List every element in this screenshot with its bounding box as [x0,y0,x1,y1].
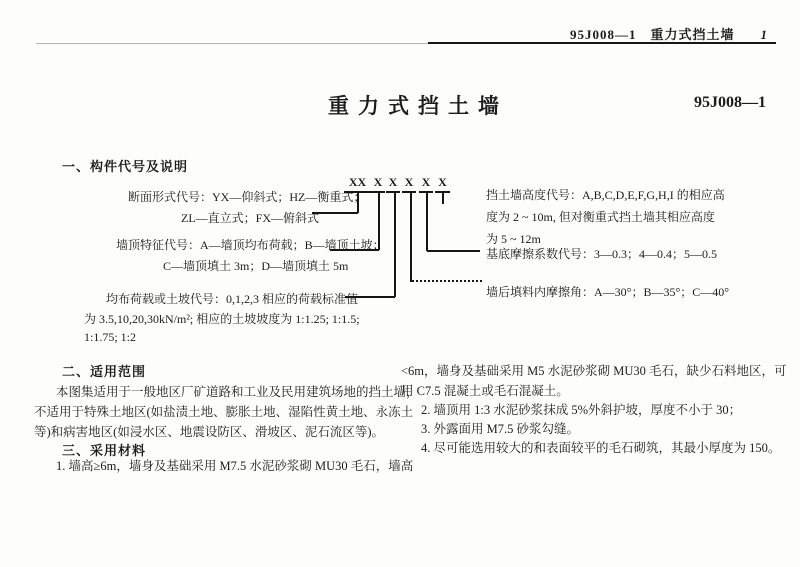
connector-vertical-4 [410,193,412,282]
header-page-number: 1 [760,27,768,42]
page-title: 重力式挡土墙 [328,94,508,118]
page-title-code: 95J008—1 [694,94,766,111]
code-box-top-feature: X [371,175,385,193]
section-heading-materials: 三、采用材料 [62,443,147,458]
connector-vertical-5 [426,193,428,251]
label-section-form-line1: 断面形式代号：YX—仰斜式；HZ—衡重式； [128,190,366,204]
materials-item3: 3. 外露面用 M7.5 砂浆勾缝。 [421,422,579,436]
connector-vertical-6 [442,193,444,204]
materials-item1-cont-line1: <6m，墙身及基础采用 M5 水泥砂浆砌 MU30 毛石，缺少石料地区，可 [401,364,787,378]
label-fill-friction-angle: 墙后填料内摩擦角：A—30°；B—35°；C—40° [486,285,730,299]
section-heading-components: 一、构件代号及说明 [62,159,189,174]
scope-paragraph-line1: 本图集适用于一般地区厂矿道路和工业及民用建筑场地的挡土墙， [56,385,419,399]
label-wall-height-line2: 度为 2 ~ 10m, 但对衡重式挡土墙其相应高度 [486,210,715,224]
connector-horizontal-5 [427,250,480,252]
code-box-base-friction: X [419,175,433,193]
code-box-wall-height: X [435,175,450,193]
label-top-feature-line2: C—墙顶填土 3m；D—墙顶填土 5m [163,259,349,273]
section-heading-scope: 二、适用范围 [62,364,147,379]
header-doc-title: 重力式挡土墙 [650,27,735,42]
scope-paragraph-line3: 等)和病害地区(如浸水区、地震设防区、滑坡区、泥石流区等)。 [34,425,384,439]
label-base-friction: 基底摩擦系数代号：3—0.3；4—0.4；5—0.5 [486,247,718,261]
code-box-load-slope: X [386,175,400,193]
materials-item1-cont-line2: 用 C7.5 混凝土或毛石混凝土。 [401,384,569,398]
label-wall-height-line1: 挡土墙高度代号：A,B,C,D,E,F,G,H,I 的相应高 [486,188,725,202]
connector-vertical-3 [394,193,396,297]
connector-dotted-4 [412,280,482,282]
label-load-slope-line3: 1:1.75; 1:2 [84,330,137,344]
header-rule-right [428,42,776,44]
materials-item1-left: 1. 墙高≥6m，墙身及基础采用 M7.5 水泥砂浆砌 MU30 毛石，墙高 [56,459,414,473]
label-section-form-line2: ZL—直立式；FX—俯斜式 [181,211,320,225]
code-box-friction-angle: X [402,175,416,193]
label-wall-height-line3: 为 5 ~ 12m [486,232,541,246]
header-doc-code: 95J008—1 [569,27,637,42]
header-rule-left [36,43,428,44]
scope-paragraph-line2: 不适用于特殊土地区(如盐渍土地、膨胀土地、湿陷性黄土地、永冻土 [34,405,414,419]
materials-item4: 4. 尽可能选用较大的和表面较平的毛石砌筑，其最小厚度为 150。 [421,441,781,455]
materials-item2: 2. 墙顶用 1:3 水泥砂浆抹成 5%外斜护坡，厚度不小于 30； [421,403,742,417]
code-box-section-form: XX [344,175,371,193]
page-header [570,24,768,43]
label-load-slope-line2: 为 3.5,10,20,30kN/m²; 相应的土坡坡度为 1:1.25; 1:1.5; [84,312,360,326]
label-top-feature-line1: 墙顶特征代号：A—墙顶均布荷载；B—墙顶土坡； [116,238,385,252]
label-load-slope-line1: 均布荷载或土坡代号：0,1,2,3 相应的荷载标准值 [106,292,359,306]
